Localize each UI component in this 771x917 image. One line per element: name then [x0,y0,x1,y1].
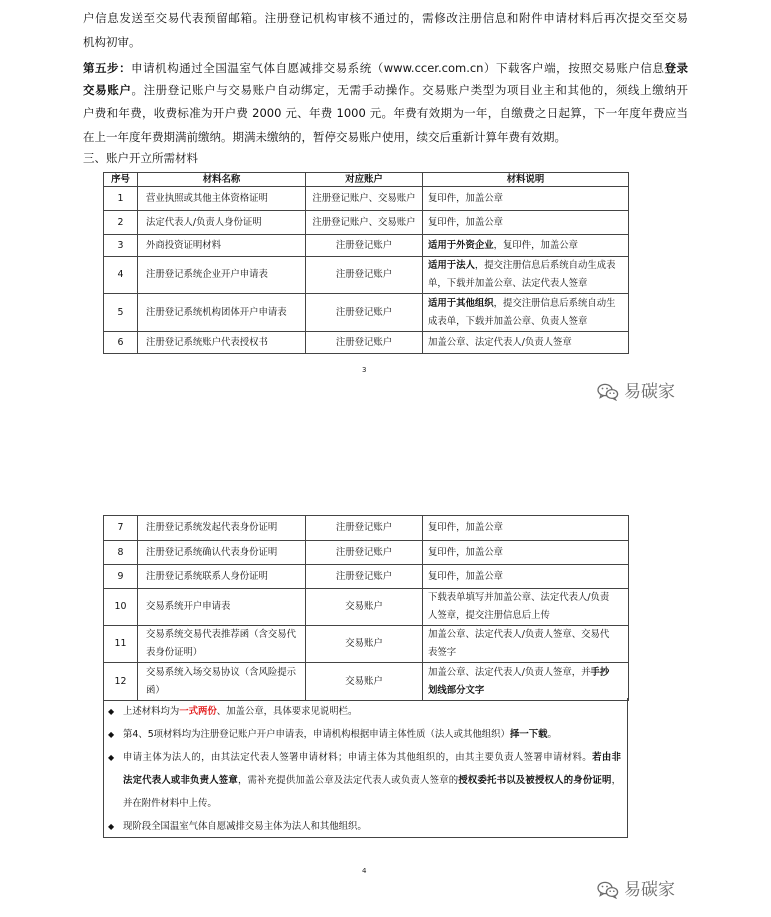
description-text: ，提交注册信息后系统自动生成表 单，下载并加盖公章、法定代表人签章 [428,260,616,289]
table-row [104,294,629,332]
row-number: 11 [104,626,138,663]
note-line: 并在附件材料中上传。 [123,798,217,809]
table-row [104,235,629,257]
note-text: 现阶段全国温室气体自愿减排交易主体为法人和其他组织。 [123,821,367,832]
material-name: 注册登记系统机构团体开户申请表 [138,294,306,332]
row-number: 10 [104,589,138,626]
material-name: 交易系统入场交易协议（含风险提示 函） [138,663,306,701]
table-row [104,565,629,589]
note-line [123,746,621,769]
note-text [123,746,621,815]
table-row [104,589,629,626]
description-emphasis: 手抄 划线部分文字 [428,666,610,696]
step5-bold-start: 交易账户 [83,83,132,97]
materials-table-part-1 [103,172,629,354]
account-type: 注册登记账户、交易账户 [306,187,423,211]
row-number: 4 [104,257,138,294]
step5-line-1 [83,61,688,75]
description-emphasis: 适用于其他组织 [428,297,494,309]
material-name: 注册登记系统确认代表身份证明 [138,541,306,565]
note-emphasis: 择一下载 [509,729,548,740]
row-number: 7 [104,516,138,541]
description-text: ，复印件，加盖公章 [493,239,579,251]
table-row [104,663,629,701]
material-name: 法定代表人/负责人身份证明 [138,211,306,235]
description-text: 加盖公章、法定代表人/负责人签章，并 [428,666,591,678]
material-description: 加盖公章、法定代表人/负责人签章 [423,332,629,354]
note-text [123,700,621,723]
description-emphasis: 适用于法人 [428,260,475,271]
material-description: 下载表单填写并加盖公章、法定代表人/负责 人签章，提交注册信息后上传 [423,589,629,626]
note-emphasis: 法定代表人或非负责人签章 [123,775,238,786]
section-heading: 三、账户开立所需材料 [83,151,198,165]
diamond-bullet-icon: ◆ [108,822,115,831]
watermark-text: 易碳家 [624,880,675,900]
header-number: 序号 [104,173,138,187]
table-row [104,332,629,354]
row-number: 2 [104,211,138,235]
step5-line-2 [83,83,688,97]
material-name: 注册登记系统企业开户申请表 [138,257,306,294]
material-name: 营业执照或其他主体资格证明 [138,187,306,211]
material-description: 复印件，加盖公章 [423,541,629,565]
account-type: 注册登记账户 [306,257,423,294]
notes-box [103,698,628,838]
description-text: ，提交注册信息后系统自动生 成表单，下载并加盖公章、负责人签章 [428,297,616,327]
step5-text: 。注册登记账户与交易账户自动绑定，无需手动操作。交易账户类型为项目业主和其他的，须线上缴纳开 [131,83,688,97]
note-emphasis-red: 一式两份 [179,706,217,717]
account-type: 注册登记账户 [306,541,423,565]
step5-label: 第五步： [83,61,132,75]
material-description: 复印件，加盖公章 [423,211,629,235]
material-description: 复印件，加盖公章 [423,187,629,211]
row-number: 8 [104,541,138,565]
note-text [123,723,621,746]
note-text-part: 上述材料均为 [123,706,180,717]
note-emphasis: 若由非 [592,752,621,763]
intro-line-2: 机构初审。 [83,35,141,49]
header-material-name: 材料名称 [138,173,306,187]
material-description: 加盖公章、法定代表人/负责人签章、交易代 表签字 [423,626,629,663]
account-type: 注册登记账户 [306,516,423,541]
note-line [123,769,621,792]
account-type: 交易账户 [306,663,423,701]
material-name: 注册登记系统联系人身份证明 [138,565,306,589]
table-row [104,626,629,663]
account-type: 注册登记账户 [306,294,423,332]
note-text-part: 、加盖公章，具体要求见说明栏。 [216,706,358,717]
step5-line-3: 户费和年费，收费标准为开户费 2000 元、年费 1000 元。年费有效期为一年，自缴费之日起算，下一年度年费应当 [83,106,688,120]
row-number: 9 [104,565,138,589]
material-name: 注册登记系统发起代表身份证明 [138,516,306,541]
diamond-bullet-icon: ◆ [108,730,115,739]
row-number: 6 [104,332,138,354]
note-item [104,700,627,723]
material-description: 复印件，加盖公章 [423,516,629,541]
material-name: 交易系统开户申请表 [138,589,306,626]
note-item [104,815,627,838]
material-name: 交易系统交易代表推荐函（含交易代 表身份证明） [138,626,306,663]
row-number: 1 [104,187,138,211]
note-text-part: 第4、5项材料均为注册登记账户开户申请表，申请机构根据申请主体性质（法人或其他组织） [123,729,510,740]
material-description: 复印件，加盖公章 [423,565,629,589]
account-type: 注册登记账户 [306,565,423,589]
note-text-part: ，需补充提供加盖公章及法定代表人或负责人签章的 [237,775,459,786]
header-account: 对应账户 [306,173,423,187]
materials-table-part-2 [103,515,629,701]
material-name: 外商投资证明材料 [138,235,306,257]
row-number: 3 [104,235,138,257]
note-emphasis: 授权委托书以及被授权人的身份证明 [458,775,612,786]
watermark-text: 易碳家 [624,382,675,402]
account-type: 注册登记账户、交易账户 [306,211,423,235]
row-number: 12 [104,663,138,701]
description-emphasis: 适用于外资企业 [428,239,494,251]
note-text-part: 申请主体为法人的，由其法定代表人签署申请材料；申请主体为其他组织的，由其主要负责人签署申请材料。 [123,752,593,763]
material-description [423,257,629,294]
account-type: 交易账户 [306,626,423,663]
note-text-part: 。 [547,729,557,740]
material-description [423,235,629,257]
account-type: 注册登记账户 [306,332,423,354]
wechat-icon [597,881,619,899]
page-number: 4 [362,867,367,875]
step5-bold-end: 登录 [664,61,688,75]
diamond-bullet-icon: ◆ [108,753,115,762]
table-row [104,541,629,565]
note-item [104,746,627,815]
diamond-bullet-icon: ◆ [108,707,115,716]
page-number: 3 [362,366,367,374]
note-text-part: ， [611,775,621,786]
step5-line-4: 在上一年度年费期满前缴纳。期满未缴纳的，暂停交易账户使用，续交后重新计算年费有效期。 [83,130,566,144]
material-name: 注册登记系统账户代表授权书 [138,332,306,354]
watermark [597,880,675,900]
wechat-icon [597,383,619,401]
table-row [104,187,629,211]
table-row [104,516,629,541]
watermark [597,382,675,402]
step5-text: 申请机构通过全国温室气体自愿减排交易系统（www.ccer.com.cn）下载客户端，按照交易账户信息 [131,61,665,75]
header-description: 材料说明 [423,173,629,187]
table-row [104,257,629,294]
table-header-row [104,173,629,187]
intro-line-1: 户信息发送至交易代表预留邮箱。注册登记机构审核不通过的，需修改注册信息和附件申请材料后再次提交至交易 [83,11,688,25]
table-row [104,211,629,235]
account-type: 交易账户 [306,589,423,626]
material-description [423,663,629,701]
note-item [104,723,627,746]
material-description [423,294,629,332]
row-number: 5 [104,294,138,332]
account-type: 注册登记账户 [306,235,423,257]
